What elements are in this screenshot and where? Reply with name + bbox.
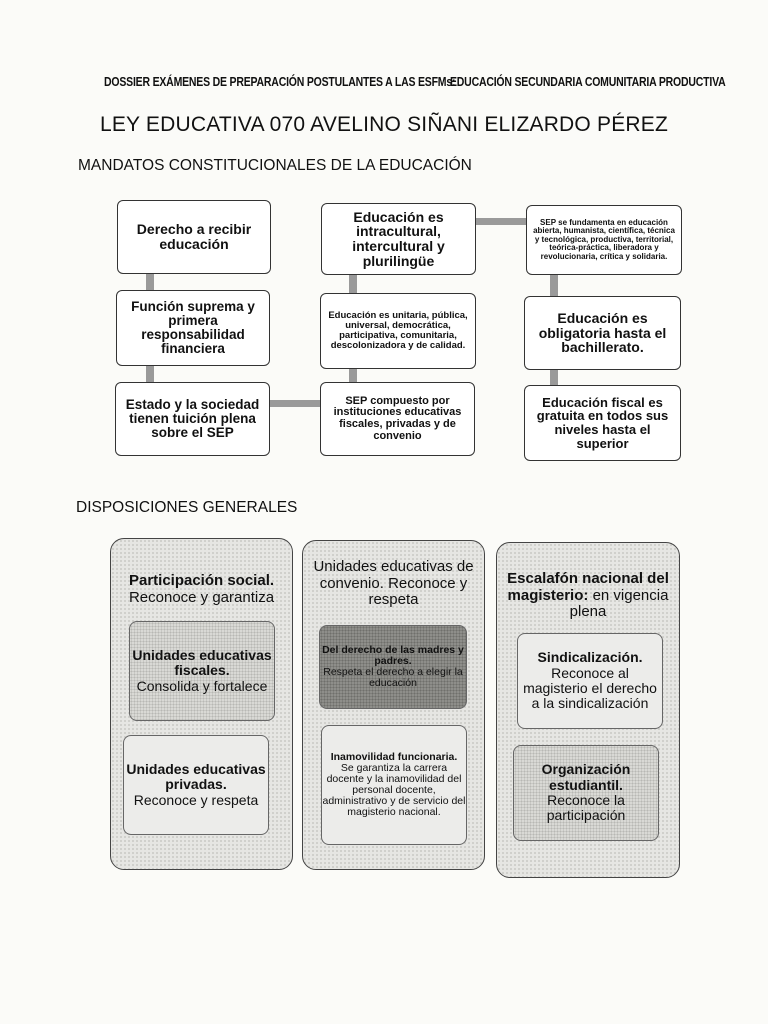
mandate-box: Educación es unitaria, pública, universal, democrática, participativa, comunitaria, descolonizadora y de calidad.: [320, 293, 476, 369]
inner-card: [123, 735, 269, 835]
inner-card-title: Organización estudiantil.: [541, 761, 631, 793]
inner-card-text: Reconoce al magisterio el derecho a la sindicalización: [523, 664, 657, 712]
panel-subtitle: Reconoce y respeta: [368, 574, 468, 608]
section-heading-mandatos: MANDATOS CONSTITUCIONALES DE LA EDUCACIÓN: [78, 157, 472, 174]
inner-card: [513, 745, 659, 841]
mandate-box: SEP compuesto por instituciones educativas fiscales, privadas y de convenio: [320, 382, 475, 456]
inner-card-text: Se garantiza la carrera docente y la inamovilidad del personal docente, administrativo y de servicio del magisterio nacional.: [322, 761, 466, 819]
page-title: LEY EDUCATIVA 070 AVELINO SIÑANI ELIZARDO PÉREZ: [99, 113, 669, 136]
inner-card-title: Del derecho de las madres y padres.: [322, 643, 464, 667]
mandate-box: Derecho a recibir educación: [117, 200, 271, 274]
connector: [349, 273, 357, 294]
mandate-box: Educación es intracultural, intercultural y plurilingüe: [321, 203, 476, 275]
connector: [146, 364, 154, 383]
inner-card-text: Consolida y fortalece: [136, 677, 268, 694]
mandate-box: Función suprema y primera responsabilidad financiera: [116, 290, 270, 366]
connector: [475, 218, 527, 225]
mandate-box: Educación fiscal es gratuita en todos sus niveles hasta el superior: [524, 385, 681, 461]
inner-card: [129, 621, 275, 721]
mandate-box: SEP se fundamenta en educación abierta, humanista, científica, técnica y tecnológica, productiva, territorial, teórica-práctica, liberadora y revolucionaria, crítica y solidaria.: [526, 205, 682, 275]
connector: [550, 368, 558, 386]
inner-card-title: Unidades educativas privadas.: [126, 760, 266, 793]
connector: [550, 272, 558, 296]
disposition-panel-3: [496, 542, 680, 878]
disposition-panel-1: [110, 538, 293, 870]
inner-card: [319, 625, 467, 709]
panel-subtitle: en vigencia plena: [569, 586, 669, 620]
inner-card: [321, 725, 467, 845]
panel-title: Unidades educativas de convenio.: [313, 558, 474, 592]
mandate-box: Educación es obligatoria hasta el bachillerato.: [524, 296, 681, 370]
connector: [349, 368, 357, 382]
inner-card-title: Sindicalización.: [537, 649, 643, 666]
disposition-panel-2: [302, 540, 485, 870]
inner-card-text: Reconoce la participación: [546, 792, 626, 824]
inner-card: [517, 633, 663, 729]
inner-card-text: Reconoce y respeta: [133, 791, 259, 808]
panel-title: Participación social.: [128, 572, 275, 589]
inner-card-title: Inamovilidad funcionaria.: [330, 750, 458, 763]
header-left: DOSSIER EXÁMENES DE PREPARACIÓN POSTULANTES A LAS ESFMs:: [104, 74, 456, 90]
connector: [269, 400, 321, 407]
section-heading-disposiciones: DISPOSICIONES GENERALES: [76, 499, 298, 516]
inner-card-title: Unidades educativas fiscales.: [132, 646, 272, 679]
panel-subtitle: Reconoce y garantiza: [128, 588, 275, 606]
inner-card-text: Respeta el derecho a elegir la educación: [323, 666, 463, 690]
panel-title: Escalafón nacional del magisterio:: [507, 570, 669, 604]
mandate-box: Estado y la sociedad tienen tuición plena sobre el SEP: [115, 382, 270, 456]
header-right: EDUCACIÓN SECUNDARIA COMUNITARIA PRODUCTIVA: [450, 74, 726, 90]
